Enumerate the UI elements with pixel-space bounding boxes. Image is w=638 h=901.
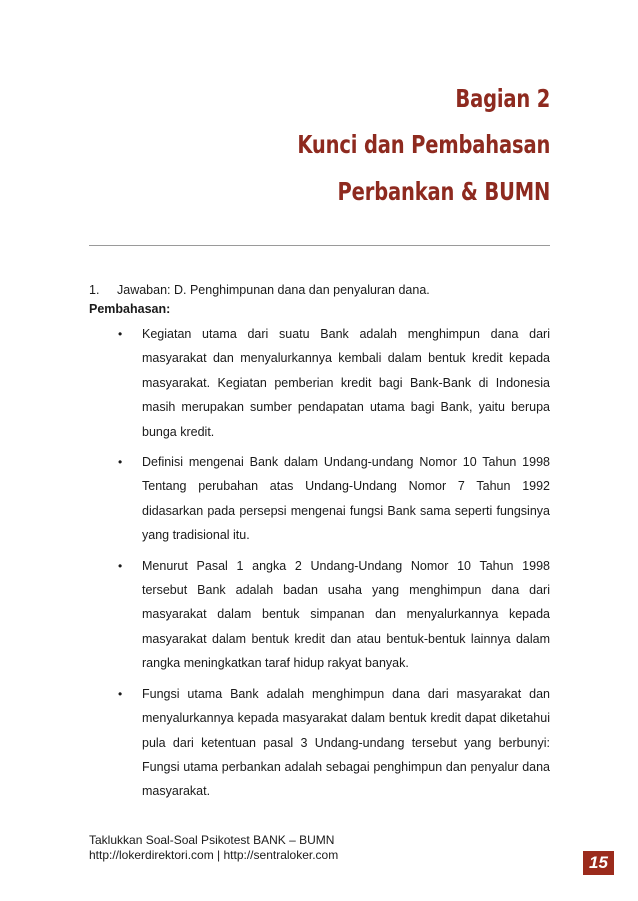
pembahasan-label: Pembahasan: bbox=[89, 302, 171, 316]
question-number: 1. bbox=[89, 283, 100, 297]
footer-title: Taklukkan Soal-Soal Psikotest BANK – BUMN bbox=[89, 833, 335, 847]
chapter-header bbox=[226, 86, 550, 204]
answer-text: Jawaban: D. Penghimpunan dana dan penyaluran dana. bbox=[117, 283, 430, 297]
page-number-badge: 15 bbox=[583, 851, 614, 875]
bullet-icon: • bbox=[118, 327, 123, 341]
chapter-topic: Perbankan & BUMN bbox=[337, 177, 550, 206]
explanation-text: Definisi mengenai Bank dalam Undang-undang Nomor 10 Tahun 1998 Tentang perubahan atas Undang-Undang Nomor 7 Tahun 1992 didasarkan pada persepsi mengenai fungsi Bank sama seperti fungsinya yang tradisional itu. bbox=[142, 455, 550, 543]
chapter-title: Bagian 2 bbox=[455, 84, 550, 113]
header-divider bbox=[89, 245, 550, 246]
chapter-subtitle: Kunci dan Pembahasan bbox=[297, 130, 550, 159]
explanation-text: Kegiatan utama dari suatu Bank adalah menghimpun dana dari masyarakat dan menyalurkannya kembali dalam bentuk kredit kepada masyarakat. Kegiatan pemberian kredit bagi Bank-Bank di Indonesia masih merupakan sumber pendapatan utama bagi Bank, yaitu berupa bunga kredit. bbox=[142, 327, 550, 439]
page-footer bbox=[89, 833, 338, 863]
footer-links: http://lokerdirektori.com | http://sentraloker.com bbox=[89, 848, 339, 862]
explanation-item bbox=[117, 682, 550, 804]
answer-line bbox=[89, 283, 430, 297]
bullet-icon: • bbox=[118, 455, 123, 470]
explanation-item bbox=[117, 554, 550, 676]
explanation-text: Fungsi utama Bank adalah menghimpun dana dari masyarakat dan menyalurkannya kepada masyarakat dalam bentuk kredit dapat diketahui pula dari ketentuan pasal 3 Undang-undang tersebut yang berbunyi: Fungsi utama perbankan adalah sebagai penghimpun dan penyalur dana masyarakat. bbox=[142, 686, 550, 799]
explanation-text: Menurut Pasal 1 angka 2 Undang-Undang Nomor 10 Tahun 1998 tersebut Bank adalah badan usaha yang menghimpun dana dari masyarakat dalam bentuk simpanan dan menyalurkannya kepada masyarakat dalam bentuk kredit dan atau bentuk-bentuk lainnya dalam rangka meningkatkan taraf hidup rakyat banyak. bbox=[142, 558, 550, 671]
explanation-item bbox=[117, 450, 550, 548]
bullet-icon: • bbox=[118, 558, 123, 573]
explanation-list bbox=[117, 322, 550, 810]
explanation-item bbox=[117, 322, 550, 444]
bullet-icon: • bbox=[118, 686, 123, 701]
